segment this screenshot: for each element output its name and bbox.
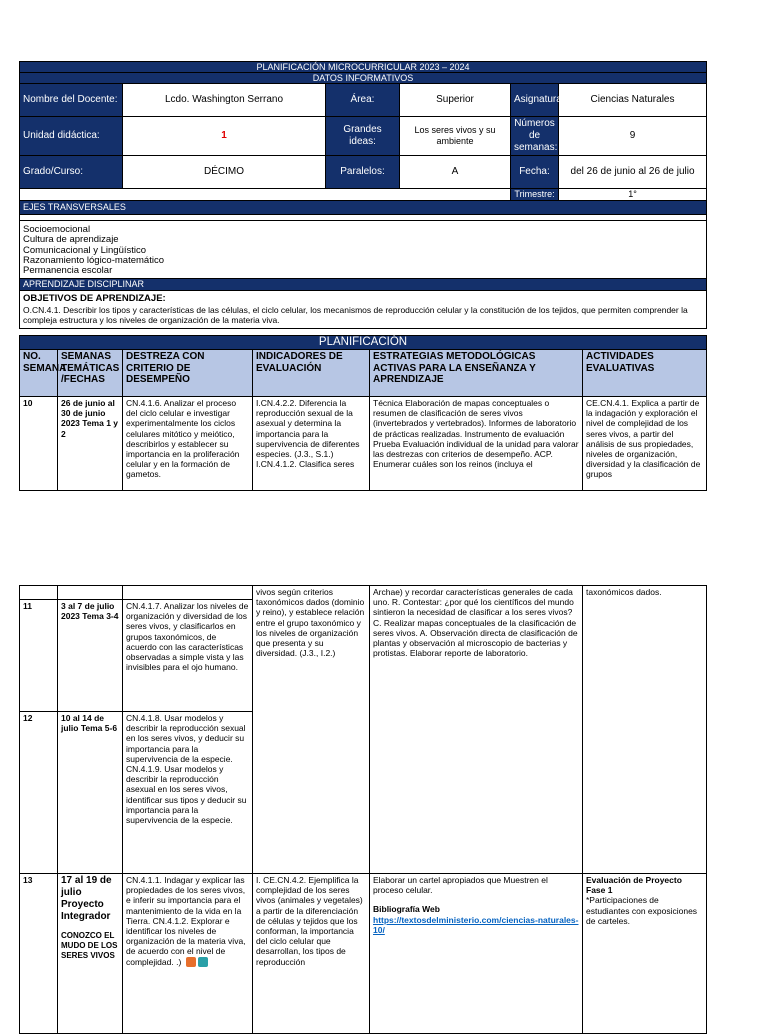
aprendizaje-header: APRENDIZAJE DISCIPLINAR	[20, 279, 707, 291]
page-2	[0, 560, 768, 1024]
destreza-text: CN.4.1.1. Indagar y explicar las propiedades de los seres vivos, e inferir su importancia para el mantenimiento de la vida en la Tierra. CN.4.1.2. Explorar e identificar los niveles de organización de la materia viva, de acuerdo con el nivel de complejidad. .)	[126, 875, 246, 967]
unidad-value: 1	[123, 117, 326, 156]
docente-value: Lcdo. Washington Serrano	[123, 84, 326, 117]
eje-item: Socioemocional	[23, 224, 91, 235]
semanas-label: Números de semanas:	[511, 117, 559, 156]
act-text: *Participaciones de estudiantes con exposiciones de carteles.	[586, 895, 698, 926]
paralelos-value: A	[400, 156, 511, 189]
week-number: 13	[20, 874, 58, 1034]
estrategias-text: Elaborar un cartel apropiados que Muestren el proceso celular.	[373, 875, 548, 896]
grado-label: Grado/Curso:	[20, 156, 123, 189]
week-dates: 3 al 7 de julio 2023 Tema 3-4	[58, 600, 123, 712]
week-dates: 17 al 19 de julio Proyecto Integrador	[61, 875, 112, 922]
biblio-label: Bibliografía Web	[373, 904, 440, 915]
destreza-cell: CN.4.1.6. Analizar el proceso del ciclo celular e investigar experimentalmente los ciclos celulares mitótico y meiótico, describirlos y establecer su importancia en la proliferación celular y en la formación de gametos.	[123, 397, 253, 491]
blank-cell	[20, 189, 511, 201]
doc-subtitle: DATOS INFORMATIVOS	[20, 73, 707, 84]
paralelos-label: Paralelos:	[326, 156, 400, 189]
objetivos-text: O.CN.4.1. Describir los tipos y características de las células, el ciclo celular, los mecanismos de reproducción celular y la constitución de los tejidos, que permiten comprender la compleja estructura y los niveles de organización de la materia viva.	[23, 304, 688, 326]
objetivos-title: OBJETIVOS DE APRENDIZAJE:	[23, 293, 166, 305]
week-number: 11	[20, 600, 58, 712]
eje-item: Permanencia escolar	[23, 265, 113, 277]
actividades-cell: taxonómicos dados.	[583, 586, 707, 874]
cont-empty	[123, 586, 253, 600]
eje-item: Comunicacional y Lingüístico	[23, 244, 147, 256]
biblio-link[interactable]: https://textosdelministerio.com/ciencias-naturales-10/	[373, 914, 579, 935]
cont-empty	[58, 586, 123, 600]
indicador-cell: vivos según criterios taxonómicos dados (dominio y reino), y establece relación entre el grupo taxonómico y los niveles de organización que presenta y su diversidad. (J.3., I.2.)	[253, 586, 370, 874]
ideas-value: Los seres vivos y su ambiente	[400, 117, 511, 156]
act-title: Evaluación de Proyecto Fase 1	[586, 875, 682, 896]
week-dates-cell	[58, 874, 123, 1034]
area-label: Área:	[326, 84, 400, 117]
area-value: Superior	[400, 84, 511, 117]
ideas-label: Grandes ideas:	[326, 117, 400, 156]
grado-value: DÉCIMO	[123, 156, 326, 189]
app-icon	[198, 957, 208, 967]
eje-item: Cultura de aprendizaje	[23, 234, 119, 246]
col-header-indicadores: INDICADORES DE EVALUACIÓN	[253, 350, 370, 397]
docente-label: Nombre del Docente:	[20, 84, 123, 117]
col-header-fechas: SEMANAS TEMÁTICAS /FECHAS	[58, 350, 123, 397]
week-dates: 10 al 14 de julio Tema 5-6	[58, 712, 123, 874]
ejes-list	[20, 221, 707, 279]
unidad-label: Unidad didáctica:	[20, 117, 123, 156]
indicador-cell: I.CN.4.2.2. Diferencia la reproducción sexual de la asexual y determina la importancia para la supervivencia de diferentes especies. (J.3., S.1.) I.CN.4.1.2. Clasifica seres	[253, 397, 370, 491]
cont-empty	[20, 586, 58, 600]
fecha-value: del 26 de junio al 26 de julio	[559, 156, 707, 189]
project-name: CONOZCO EL MUDO DE LOS SERES VIVOS	[61, 931, 118, 960]
estrategias-cell: Archae) y recordar características generales de cada uno. R. Contestar: ¿por qué los científicos del mundo sintieron la necesidad de clasificar a los seres vivos? C. Realizar mapas conceptuales de la clasificación de seres vivos. A. Observación directa de clasificación de plantas y observación al microscopio de bacterias y protistas. Elaborar reporte de laboratorio.	[370, 586, 583, 874]
objetivos-cell	[20, 291, 707, 329]
app-icon	[186, 957, 196, 967]
ejes-header: EJES TRANSVERSALES	[20, 201, 707, 215]
semanas-value: 9	[559, 117, 707, 156]
destreza-cell: CN.4.1.7. Analizar los niveles de organización y diversidad de los seres vivos, y clasificarlos en grupos taxonómicos, de acuerdo con las características observadas a simple vista y las invisibles para el ojo humano.	[123, 600, 253, 712]
week-dates: 26 de junio al 30 de junio 2023 Tema 1 y 2	[58, 397, 123, 491]
destreza-cell	[123, 874, 253, 1034]
actividades-cell: CE.CN.4.1. Explica a partir de la indagación y exploración el nivel de complejidad de los seres vivos, a partir del análisis de sus propiedades, niveles de organización, diversidad y la clasificación de grupos	[583, 397, 707, 491]
asignatura-value: Ciencias Naturales	[559, 84, 707, 117]
fecha-label: Fecha:	[511, 156, 559, 189]
actividades-cell	[583, 874, 707, 1034]
trimestre-value: 1°	[559, 189, 707, 201]
trimestre-label: Trimestre:	[511, 189, 559, 201]
col-header-actividades: ACTIVIDADES EVALUATIVAS	[583, 350, 707, 397]
indicador-cell: I. CE.CN.4.2. Ejemplifica la complejidad de los seres vivos (animales y vegetales) a partir de la diferenciación de células y tejidos que los conforman, la importancia del ciclo celular que desarrollan, los tipos de reproducción	[253, 874, 370, 1034]
col-header-destreza: DESTREZA CON CRITERIO DE DESEMPEÑO	[123, 350, 253, 397]
planificacion-table-page-2	[19, 585, 707, 1034]
estrategias-cell	[370, 874, 583, 1034]
eje-item: Razonamiento lógico-matemático	[23, 254, 164, 266]
destreza-cell: CN.4.1.8. Usar modelos y describir la reproducción sexual en los seres vivos, y deducir su importancia para la supervivencia de la especie. CN.4.1.9. Usar modelos y describir la reproducción asexual en los seres vivos, identificar sus tipos y deducir su importancia para la supervivencia de la especie.	[123, 712, 253, 874]
planificacion-header: PLANIFICACIÓN	[20, 336, 707, 350]
week-number: 10	[20, 397, 58, 491]
col-header-estrategias: ESTRATEGIAS METODOLÓGICAS ACTIVAS PARA LA ENSEÑANZA Y APRENDIZAJE	[370, 350, 583, 397]
estrategias-cell: Técnica Elaboración de mapas conceptuales o resumen de clasificación de seres vivos (invertebrados y vertebrados). Informes de laboratorio de prácticas realizadas. Instrumento de evaluación Prueba Evaluación individual de la unidad para valorar las destrezas con criterios de desempeño. ACP. Enumerar cuáles son los reinos (incluya el	[370, 397, 583, 491]
col-header-semana: NO. SEMANA	[20, 350, 58, 397]
planificacion-table-page-1	[19, 335, 707, 491]
week-number: 12	[20, 712, 58, 874]
planning-table-page-1	[19, 61, 707, 329]
asignatura-label: Asignatura:	[511, 84, 559, 117]
doc-title: PLANIFICACIÓN MICROCURRICULAR 2023 – 2024	[20, 62, 707, 73]
